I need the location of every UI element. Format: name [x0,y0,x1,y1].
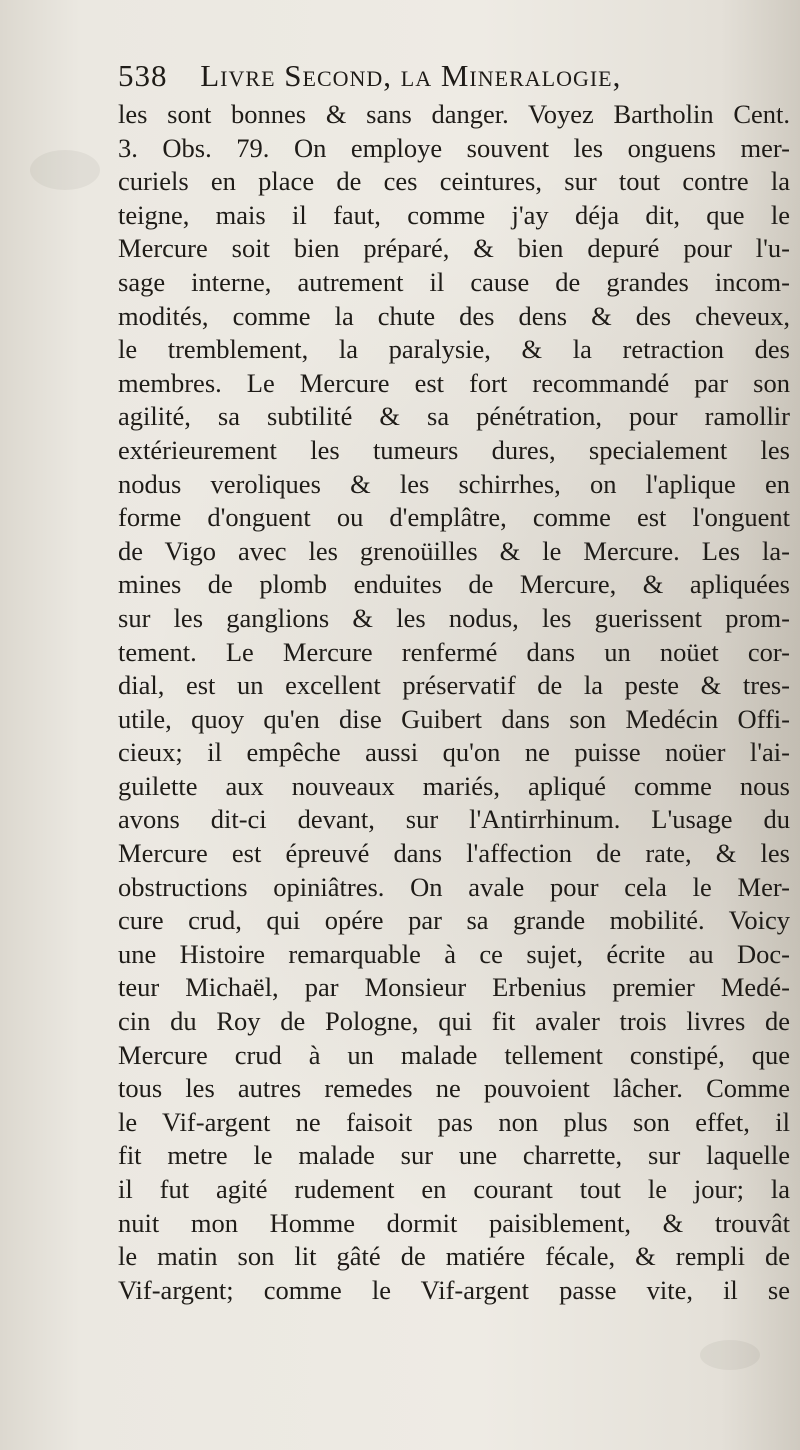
text-line: Mercure est épreuvé dans l'affection de rate, & les [118,838,790,869]
text-line: une Histoire remarquable à ce sujet, écrite au Doc- [118,938,790,969]
text-line: il fut agité rudement en courant tout le jour; la [118,1174,790,1204]
text-line: cure crud, qui opére par sa grande mobilité. Voicy [118,905,790,936]
text-line: Vif-argent; comme le Vif-argent passe vite, il se [118,1274,790,1305]
text-line: tous les autres remedes ne pouvoient lâcher. Comme [118,1073,790,1104]
text-line: mines de plomb enduites de Mercure, & apliquées [118,569,790,600]
text-line: modités, comme la chute des dens & des cheveux, [118,300,790,331]
paper-stain [700,1340,760,1370]
text-line: cieux; il empêche aussi qu'on ne puisse noüer l'ai- [118,737,790,768]
text-line: Mercure soit bien préparé, & bien depuré pour l'u- [118,233,790,264]
text-line: nuit mon Homme dormit paisiblement, & trouvât [118,1207,790,1238]
text-line: le Vif-argent ne faisoit pas non plus son effet, il [118,1106,790,1137]
page-number: 538 [118,58,168,93]
text-line: teigne, mais il faut, comme j'ay déja dit, que le [118,199,790,230]
body-text [118,98,790,1307]
text-line: avons dit-ci devant, sur l'Antirrhinum. L'usage du [118,804,790,835]
text-line: dial, est un excellent préservatif de la peste & tres- [118,670,790,701]
paper-stain [30,150,100,190]
text-line: nodus veroliques & les schirrhes, on l'aplique en [118,468,790,499]
text-line: sur les ganglions & les nodus, les guerissent prom- [118,602,790,633]
text-line: obstructions opiniâtres. On avale pour cela le Mer- [118,871,790,902]
text-line: teur Michaël, par Monsieur Erbenius premier Medé- [118,972,790,1003]
running-title: Livre Second, la Mineralogie, [200,58,622,93]
text-line: guilette aux nouveaux mariés, apliqué comme nous [118,770,790,801]
text-line: 3. Obs. 79. On employe souvent les onguens mer- [118,132,790,163]
text-line: forme d'onguent ou d'emplâtre, comme est l'onguent [118,502,790,533]
text-line: Mercure crud à un malade tellement constipé, que [118,1039,790,1070]
text-line: tement. Le Mercure renfermé dans un noüet cor- [118,636,790,667]
text-line: cin du Roy de Pologne, qui fit avaler trois livres de [118,1006,790,1037]
text-line: de Vigo avec les grenoüilles & le Mercure. Les la- [118,535,790,566]
running-header [118,56,748,96]
text-line: extérieurement les tumeurs dures, specialement les [118,434,790,465]
text-line: agilité, sa subtilité & sa pénétration, pour ramollir [118,401,790,432]
text-line: curiels en place de ces ceintures, sur tout contre la [118,166,790,197]
text-line: les sont bonnes & sans danger. Voyez Bartholin Cent. [118,99,790,129]
text-line: membres. Le Mercure est fort recommandé par son [118,367,790,398]
text-line: le matin son lit gâté de matiére fécale, & rempli de [118,1241,790,1272]
text-line: utile, quoy qu'en dise Guibert dans son Medécin Offi- [118,703,790,734]
text-line: sage interne, autrement il cause de grandes incom- [118,266,790,297]
text-line: fit metre le malade sur une charrette, sur laquelle [118,1140,790,1171]
text-line: le tremblement, la paralysie, & la retraction des [118,334,790,365]
